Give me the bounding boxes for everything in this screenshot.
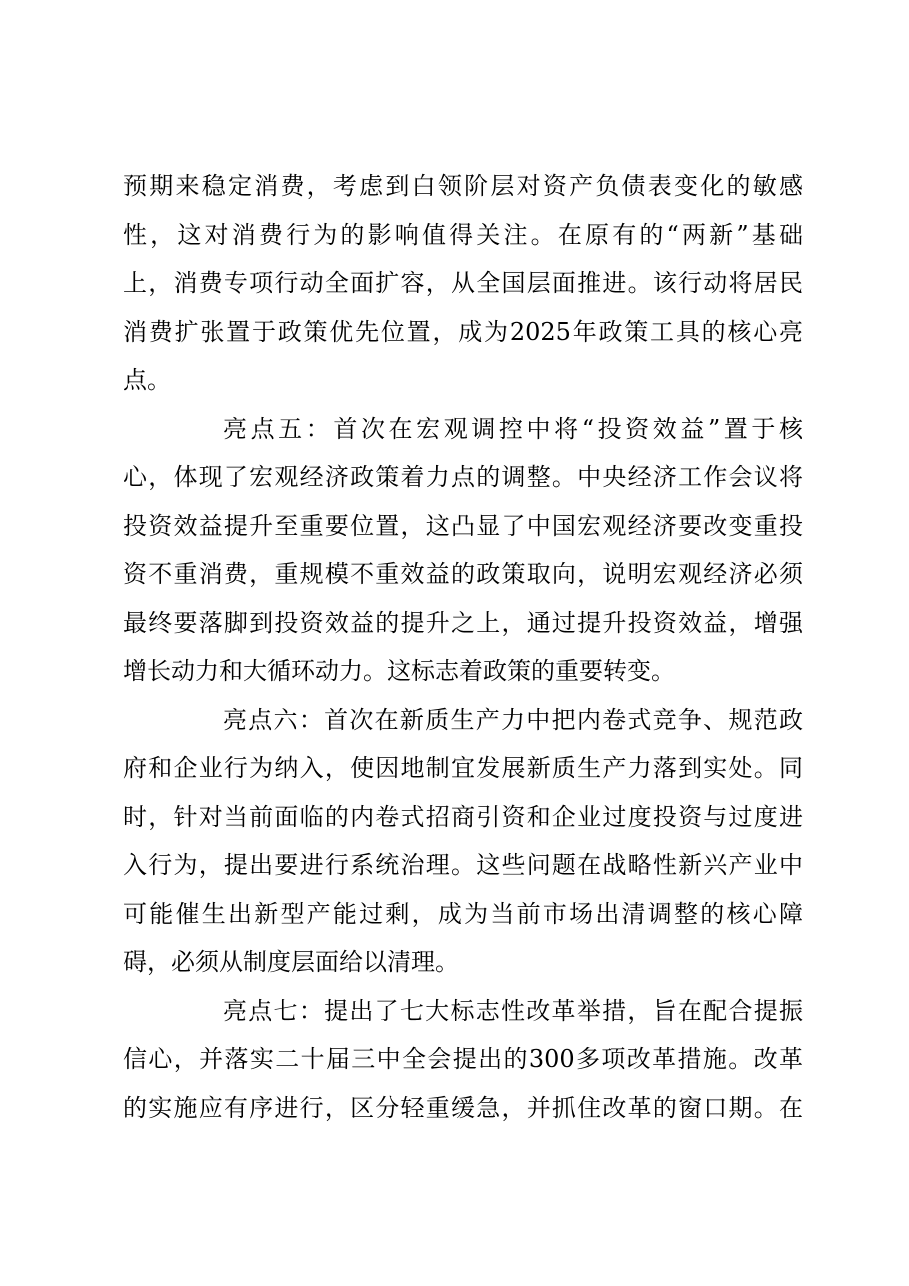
text-line: 碍，必须从制度层面给以清理。: [123, 948, 459, 976]
text-line: 信心，并落实二十届三中全会提出的300多项改革措施。改革: [123, 1045, 803, 1073]
text-line: 增长动力和大循环动力。这标志着政策的重要转变。: [123, 657, 675, 685]
highlight-five-heading-line: 亮点五：首次在宏观调控中将“投资效益”置于核: [223, 414, 803, 443]
text-line: 最终要落脚到投资效益的提升之上，通过提升投资效益，增强: [123, 608, 803, 637]
text-line: 可能催生出新型产能过剩，成为当前市场出清调整的核心障: [123, 899, 803, 928]
text-line: 的实施应有序进行，区分轻重缓急，并抓住改革的窗口期。在: [123, 1093, 803, 1122]
text-line: 上，消费专项行动全面扩容，从全国层面推进。该行动将居民: [123, 269, 803, 297]
text-line: 时，针对当前面临的内卷式招商引资和企业过度投资与过度进: [123, 802, 803, 831]
text-line: 入行为，提出要进行系统治理。这些问题在战略性新兴产业中: [123, 851, 803, 879]
text-line: 点。: [123, 366, 171, 394]
text-line: 消费扩张置于政策优先位置，成为2025年政策工具的核心亮: [123, 317, 803, 346]
text-line: 预期来稳定消费，考虑到白领阶层对资产负债表变化的敏感: [123, 172, 803, 200]
text-line: 投资效益提升至重要位置，这凸显了中国宏观经济要改变重投: [123, 511, 803, 540]
highlight-six-heading-line: 亮点六：首次在新质生产力中把内卷式竞争、规范政: [223, 705, 803, 734]
text-line: 心，体现了宏观经济政策着力点的调整。中央经济工作会议将: [123, 463, 803, 491]
highlight-seven-heading-line: 亮点七：提出了七大标志性改革举措，旨在配合提振: [223, 996, 803, 1025]
body-text: [123, 162, 803, 1132]
text-line: 府和企业行为纳入，使因地制宜发展新质生产力落到实处。同: [123, 754, 803, 782]
text-line: 资不重消费，重规模不重效益的政策取向，说明宏观经济必须: [123, 560, 803, 588]
text-line: 性，这对消费行为的影响值得关注。在原有的“两新”基础: [123, 220, 803, 249]
